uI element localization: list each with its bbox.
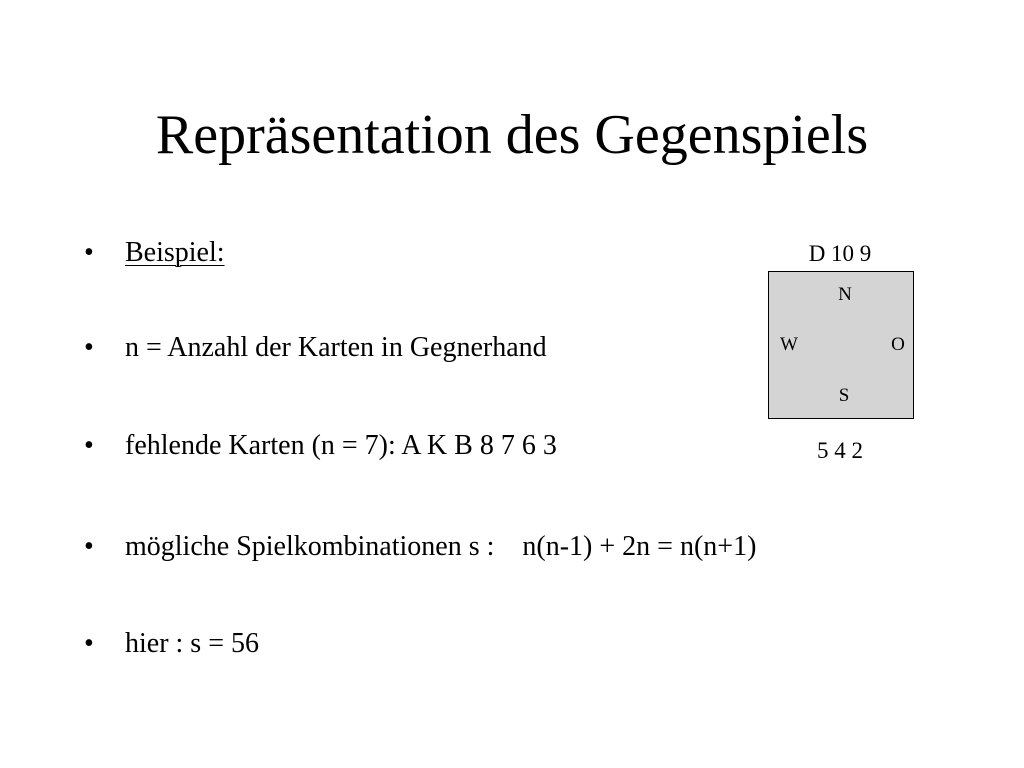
bullet-icon: • <box>84 628 94 659</box>
north-hand-cards: D 10 9 <box>808 241 872 266</box>
compass-east-label: O <box>891 334 905 355</box>
card-table <box>768 271 914 419</box>
bullet-icon: • <box>84 332 94 363</box>
compass-west-label: W <box>780 334 798 355</box>
bullet-icon: • <box>84 237 94 268</box>
bullet-text: hier : s = 56 <box>125 628 259 659</box>
bullet-label: mögliche Spielkombinationen s : <box>125 531 495 562</box>
slide-title: Repräsentation des Gegenspiels <box>155 104 869 166</box>
bullet-text: Beispiel: <box>125 237 225 268</box>
compass-south-label: S <box>838 385 850 406</box>
formula: n(n-1) + 2n = n(n+1) <box>522 531 757 562</box>
compass-north-label: N <box>838 284 852 305</box>
bullet-text: fehlende Karten (n = 7): A K B 8 7 6 3 <box>125 430 557 461</box>
bullet-icon: • <box>84 430 94 461</box>
bullet-text <box>125 527 756 567</box>
bullet-text: n = Anzahl der Karten in Gegnerhand <box>125 332 547 363</box>
bullet-icon: • <box>84 531 94 562</box>
south-hand-cards: 5 4 2 <box>817 438 863 463</box>
